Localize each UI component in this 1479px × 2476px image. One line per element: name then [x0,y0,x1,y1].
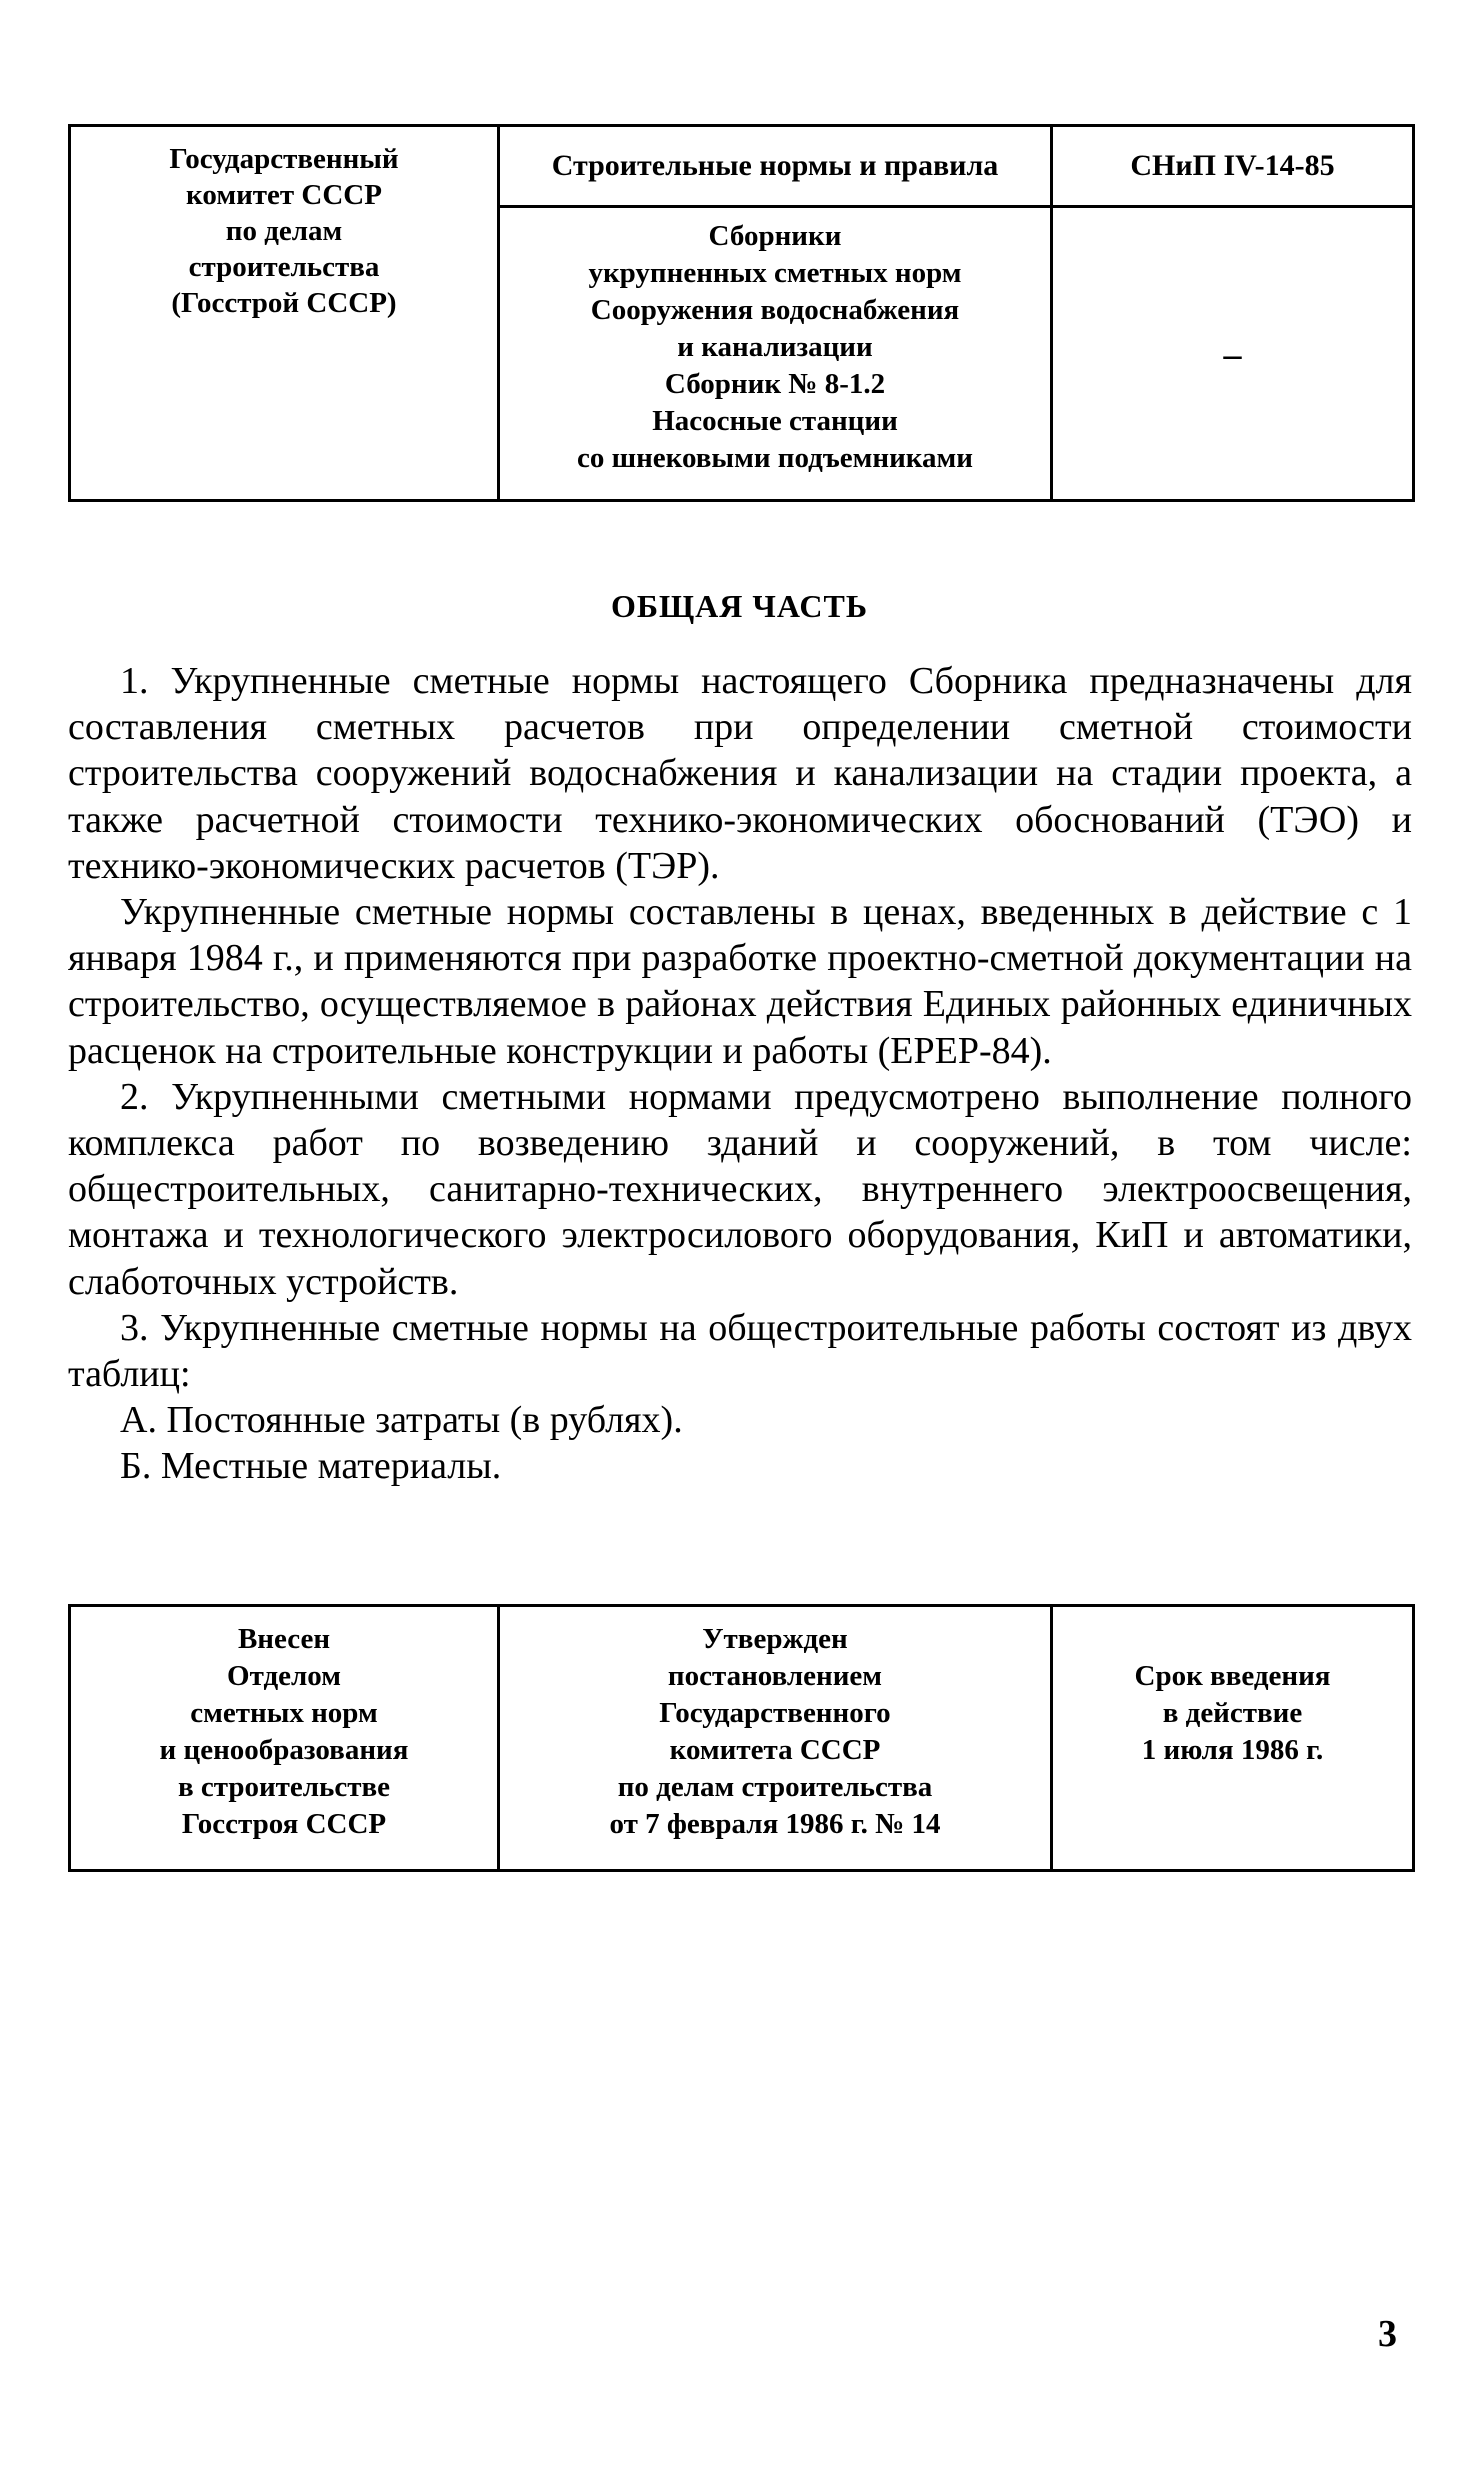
effective-date-line: 1 июля 1986 г. [1141,1733,1324,1766]
submitted-by-line: Внесен [237,1623,331,1655]
approved-by-line: Государственного [659,1697,891,1729]
page-number: 3 [1378,2313,1397,2355]
approved-by-line: от 7 февраля 1986 г. № 14 [609,1808,941,1840]
document-type-cell: Строительные нормы и правила [499,126,1052,207]
submitted-by-line: Отделом [227,1660,341,1692]
footer-table [68,1604,1415,1872]
body-text [68,658,1412,1490]
collection-title-cell [499,207,1052,501]
collection-title-line: со шнековыми подъемниками [576,442,974,474]
approved-by-line: Утвержден [702,1623,848,1655]
paragraph: А. Постоянные затраты (в рублях). [120,1399,683,1442]
authority-line: (Госстрой СССР) [171,287,397,319]
effective-date-line: в действие [1162,1696,1303,1729]
authority-line: строительства [188,251,380,283]
submitted-by-line: в строительстве [177,1771,391,1803]
issuing-authority-cell [70,126,499,501]
collection-title-line: Сборники [708,220,842,252]
replaces-cell: – [1052,207,1414,501]
header-table [68,124,1415,502]
collection-title-line: и канализации [677,331,873,363]
paragraph: Укрупненные сметные нормы составлены в ценах, введенных в действие с 1 января 1984 г., и применяются при разработке проектно-сметной документации на строительство, осуществляемое в районах действия Единых районных единичных расценок на строительные конструкции и работы (ЕРЕР-84). [68,891,1412,1072]
collection-title-line: Сборник № 8-1.2 [664,368,886,400]
submitted-by-cell [70,1606,499,1871]
collection-title-line: Насосные станции [652,405,898,437]
paragraph: 3. Укрупненные сметные нормы на общестроительные работы состоят из двух таблиц: [68,1306,1412,1396]
authority-line: по делам [225,215,343,247]
approved-by-line: по делам строительства [617,1771,933,1803]
paragraph: Б. Местные материалы. [120,1445,502,1488]
paragraph: 2. Укрупненными сметными нормами предусмотрено выполнение полного комплекса работ по возведению зданий и сооружений, в том числе: общестроительных, санитарно-технических, внутреннего электроосвещения, монтажа и технологического электросилового оборудования, КиП и автоматики, слаботочных устройств. [68,1075,1412,1303]
submitted-by-line: Госстроя СССР [181,1808,387,1840]
collection-title-line: укрупненных сметных норм [588,257,962,289]
paragraph: 1. Укрупненные сметные нормы настоящего Сборника предназначены для составления сметных расчетов при определении сметной стоимости строительства сооружений водоснабжения и канализации на стадии проекта, а также расчетной стоимости технико-экономических обоснований (ТЭО) и технико-экономических расчетов (ТЭР). [68,660,1412,887]
approved-by-line: постановлением [667,1660,883,1692]
approved-by-line: комитета СССР [669,1734,881,1766]
authority-line: комитет СССР [186,179,382,211]
authority-line: Государственный [169,143,399,175]
approved-by-cell [499,1606,1052,1871]
effective-date-cell [1052,1606,1414,1871]
submitted-by-line: и ценообразования [159,1734,409,1766]
submitted-by-line: сметных норм [190,1697,378,1729]
document-code-cell: СНиП IV-14-85 [1052,126,1414,207]
effective-date-line: Срок введения [1134,1659,1331,1692]
collection-title-line: Сооружения водоснабжения [590,294,960,326]
section-title: ОБЩАЯ ЧАСТЬ [610,588,868,624]
